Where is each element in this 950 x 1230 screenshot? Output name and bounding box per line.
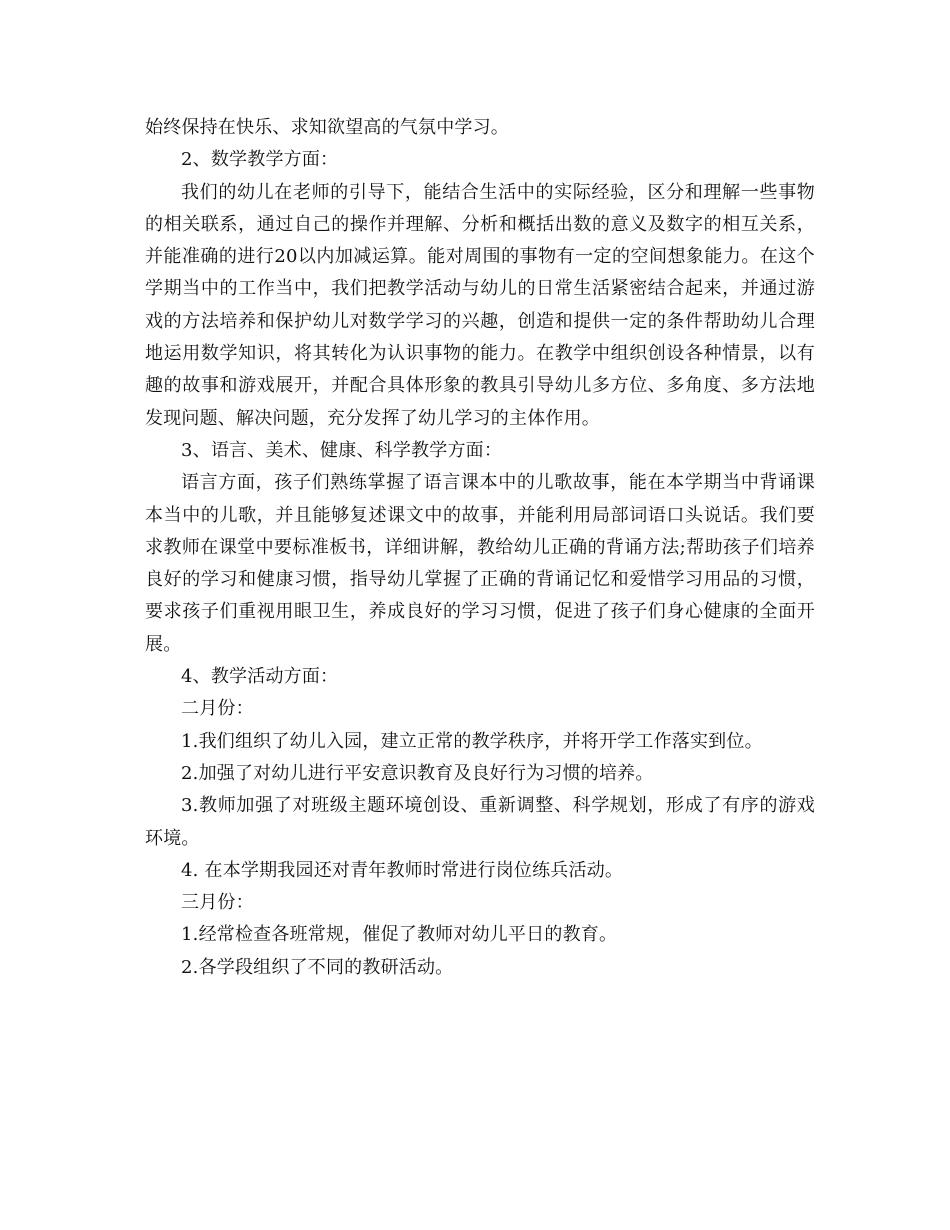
list-item: 3.教师加强了对班级主题环境创设、重新调整、科学规划，形成了有序的游戏环境。 (145, 795, 815, 849)
month-heading-march: 三月份： (181, 892, 254, 914)
section-heading-math: 2、数学教学方面： (181, 149, 339, 171)
section-heading-language: 3、语言、美术、健康、科学教学方面： (181, 439, 503, 461)
paragraph-math: 我们的幼儿在老师的引导下，能结合生活中的实际经验，区分和理解一些事物的相关联系，通过自己的操作并理解、分析和概括出数的意义及数字的相互关系，并能准确的进行20以内加减运算。能对周围的事物有一定的空间想象能力。在这个学期当中的工作当中，我们把教学活动与幼儿的日常生活紧密结合起来，并通过游戏的方法培养和保护幼儿对数学学习的兴趣，创造和提供一定的条件帮助幼儿合理地运用数学知识，将其转化为认识事物的能力。在教学中组织创设各种情景，以有趣的故事和游戏展开，并配合具体形象的教具引导幼儿多方位、多角度、多方法地发现问题、解决问题，充分发挥了幼儿学习的主体作用。 (145, 181, 815, 429)
document-page (145, 112, 815, 984)
list-item: 1.经常检查各班常规，催促了教师对幼儿平日的教育。 (181, 924, 618, 946)
paragraph-language: 语言方面，孩子们熟练掌握了语言课本中的儿歌故事，能在本学期当中背诵课本当中的儿歌，并且能够复述课文中的故事，并能利用局部词语口头说话。我们要求教师在课堂中要标准板书，详细讲解，教给幼儿正确的背诵方法;帮助孩子们培养良好的学习和健康习惯，指导幼儿掌握了正确的背诵记忆和爱惜学习用品的习惯，要求孩子们重视用眼卫生，养成良好的学习习惯，促进了孩子们身心健康的全面开展。 (145, 472, 815, 655)
section-heading-activities: 4、教学活动方面： (181, 666, 339, 688)
list-item: 2.加强了对幼儿进行平安意识教育及良好行为习惯的培养。 (181, 762, 654, 784)
month-heading-february: 二月份： (181, 698, 254, 720)
paragraph-continuation: 始终保持在快乐、求知欲望高的气氛中学习。 (145, 117, 509, 138)
list-item: 2.各学段组织了不同的教研活动。 (181, 956, 454, 978)
list-item: 4. 在本学期我园还对青年教师时常进行岗位练兵活动。 (181, 859, 624, 881)
list-item: 1.我们组织了幼儿入园，建立正常的教学秩序，并将开学工作落实到位。 (181, 730, 763, 752)
